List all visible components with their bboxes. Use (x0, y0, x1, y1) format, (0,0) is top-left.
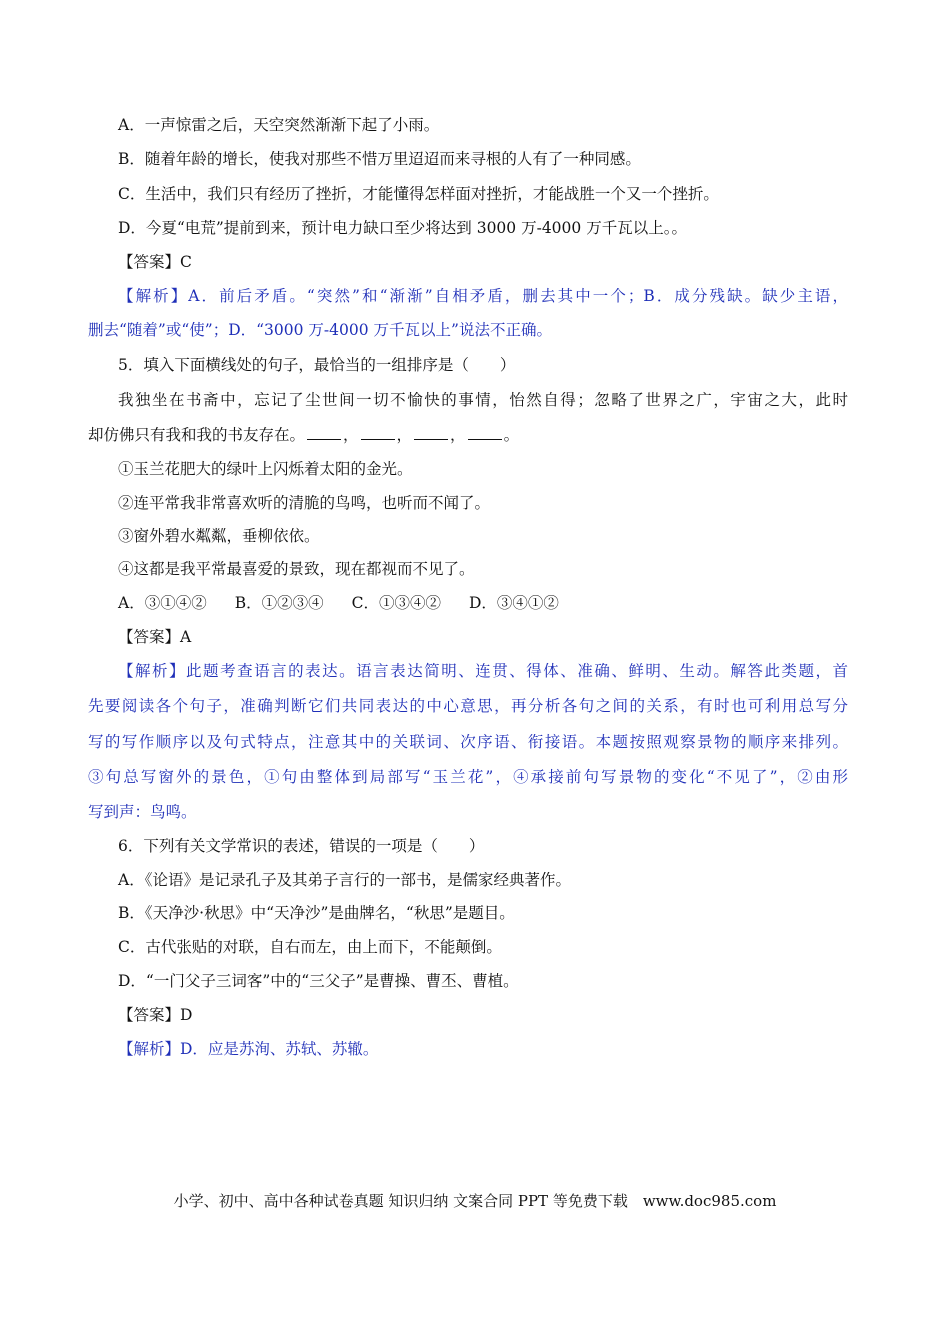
q5-choices (118, 592, 587, 614)
q6-option-c: C．古代张贴的对联，自右而左，由上而下，不能颠倒。 (118, 938, 502, 956)
q5-analysis-line-3: 写的写作顺序以及句式特点，注意其中的关联词、次序语、衔接语。本题按照观察景物的顺序来排列。 (88, 733, 848, 751)
blank-2 (361, 425, 395, 440)
q5-sentence-4: ④这都是我平常最喜爱的景致，现在都视而不见了。 (118, 560, 475, 578)
q5-passage-line-1: 我独坐在书斋中，忘记了尘世间一切不愉快的事情，怡然自得；忽略了世界之广，宇宙之大，此时 (118, 391, 848, 409)
blank-1 (307, 425, 341, 440)
blank-4 (468, 425, 502, 440)
q6-option-d: D．“一门父子三词客”中的“三父子”是曹操、曹丕、曹植。 (118, 972, 519, 990)
q5-answer: 【答案】A (118, 628, 192, 646)
q4-analysis-line-1: 【解析】A．前后矛盾。“突然”和“渐渐”自相矛盾，删去其中一个；B．成分残缺。缺少主语， (118, 287, 848, 305)
q6-answer: 【答案】D (118, 1006, 193, 1024)
q5-passage-text: 却仿佛只有我和我的书友存在。 (88, 426, 306, 444)
q6-option-b: B．《天净沙·秋思》中“天净沙”是曲牌名，“秋思”是题目。 (118, 904, 515, 922)
q4-option-d: D．今夏“电荒”提前到来，预计电力缺口至少将达到 3000 万-4000 万千瓦以上。。 (118, 219, 687, 237)
separator: ， (343, 426, 359, 444)
end-mark: 。 (503, 426, 520, 444)
q5-stem: 5．填入下面横线处的句子，最恰当的一组排序是（ ） (118, 356, 516, 374)
q5-sentence-3: ③窗外碧水粼粼，垂柳依依。 (118, 527, 320, 545)
q6-stem: 6．下列有关文学常识的表述，错误的一项是（ ） (118, 837, 485, 855)
separator: ， (450, 426, 466, 444)
q6-analysis: 【解析】D．应是苏洵、苏轼、苏辙。 (118, 1040, 379, 1058)
q5-choice-d: D．③④①② (468, 594, 559, 612)
q4-option-c: C．生活中，我们只有经历了挫折，才能懂得怎样面对挫折，才能战胜一个又一个挫折。 (118, 185, 719, 203)
q6-option-a: A．《论语》是记录孔子及其弟子言行的一部书，是儒家经典著作。 (118, 871, 571, 889)
q4-option-b: B．随着年龄的增长，使我对那些不惜万里迢迢而来寻根的人有了一种同感。 (118, 150, 641, 168)
q4-analysis-line-2: 删去“随着”或“使”；D．“3000 万-4000 万千瓦以上”说法不正确。 (88, 321, 552, 339)
q5-analysis-line-5: 写到声：鸟鸣。 (88, 803, 197, 821)
q5-analysis-line-1: 【解析】此题考查语言的表达。语言表达简明、连贯、得体、准确、鲜明、生动。解答此类题，首 (118, 662, 848, 680)
q5-choice-b: B．①②③④ (234, 594, 324, 612)
page-footer: 小学、初中、高中各种试卷真题 知识归纳 文案合同 PPT 等免费下载 www.doc985.com (173, 1192, 777, 1210)
q5-choice-c: C．①③④② (351, 594, 441, 612)
q5-analysis-line-2: 先要阅读各个句子，准确判断它们共同表达的中心意思，再分析各句之间的关系，有时也可利用总写分 (88, 697, 848, 715)
blank-3 (414, 425, 448, 440)
q5-analysis-line-4: ③句总写窗外的景色，①句由整体到局部写“玉兰花”，④承接前句写景物的变化“不见了”，②由形 (88, 768, 848, 786)
separator: ， (396, 426, 413, 444)
q5-choice-a: A．③①④② (118, 594, 207, 612)
q5-sentence-1: ①玉兰花肥大的绿叶上闪烁着太阳的金光。 (118, 460, 413, 478)
q5-passage-line-2 (88, 424, 519, 446)
q5-sentence-2: ②连平常我非常喜欢听的清脆的鸟鸣，也听而不闻了。 (118, 494, 491, 512)
q4-answer: 【答案】C (118, 253, 192, 271)
q4-option-a: A．一声惊雷之后，天空突然渐渐下起了小雨。 (118, 116, 440, 134)
